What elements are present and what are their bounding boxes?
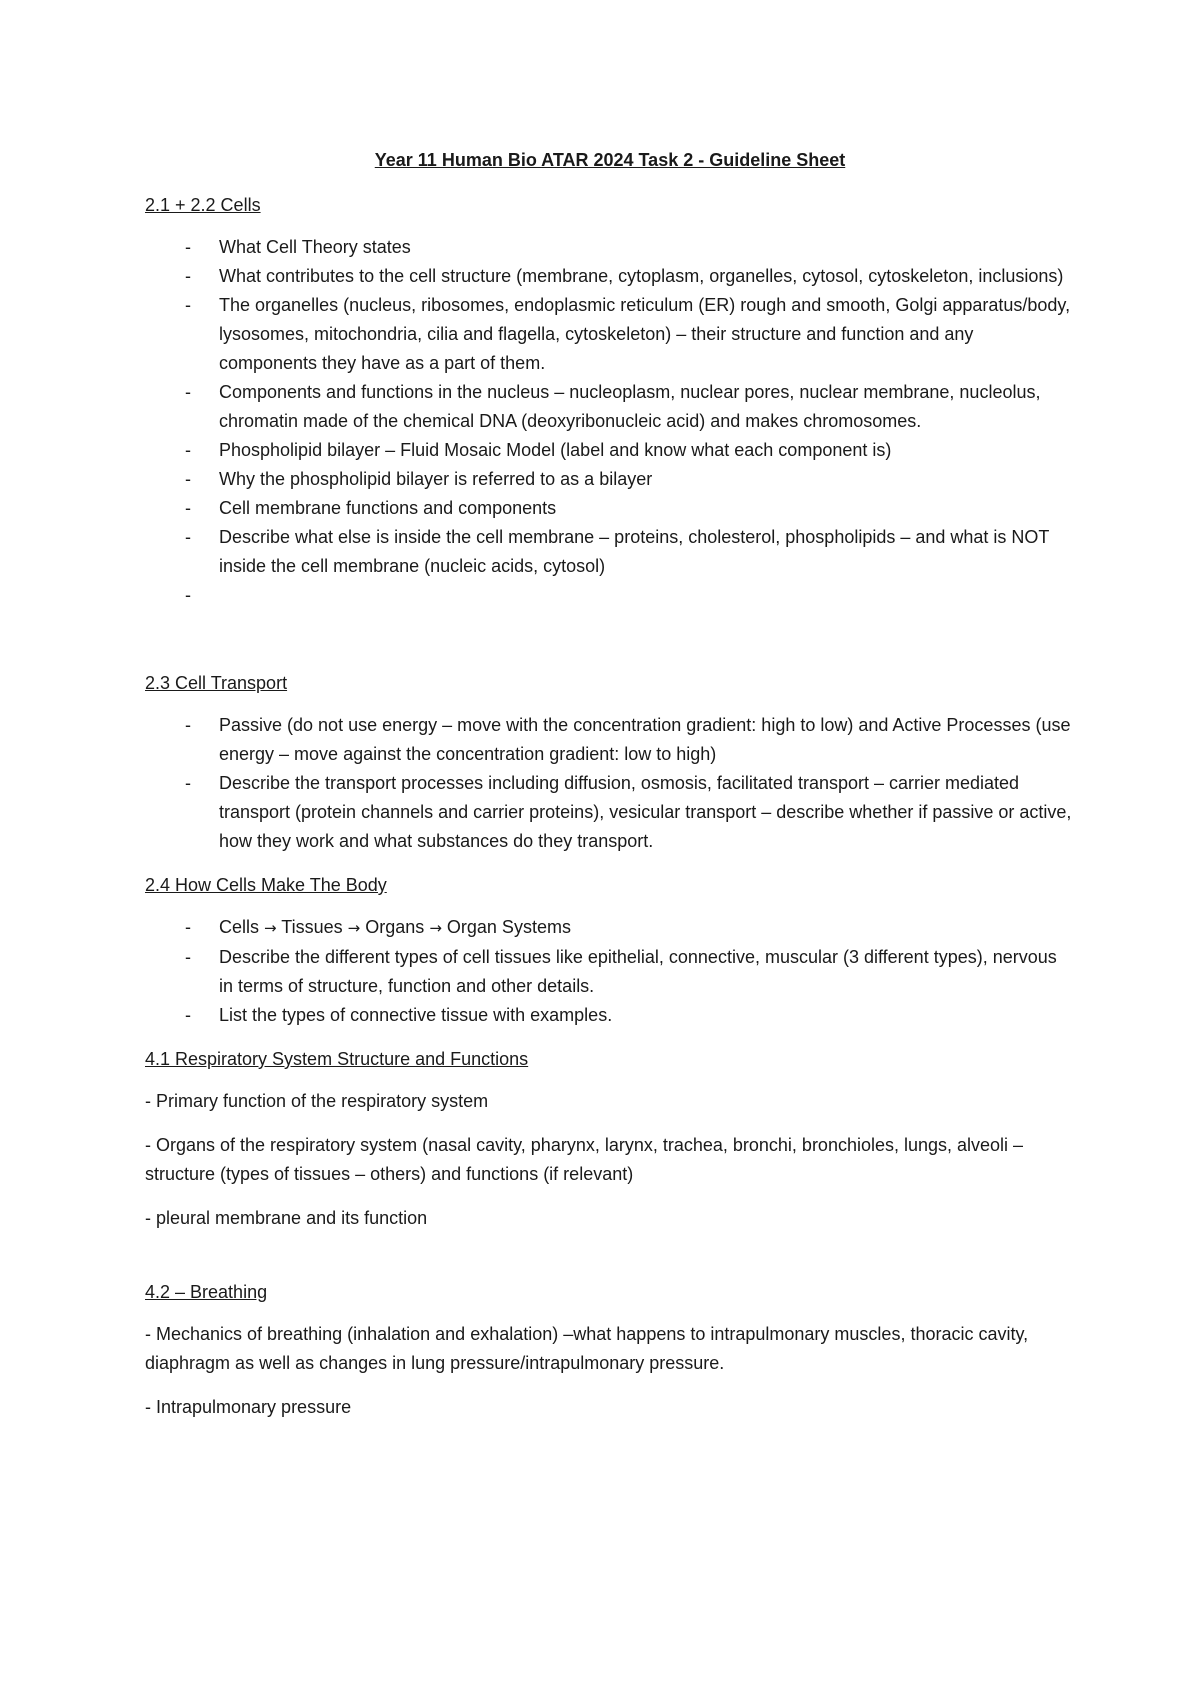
transport-list [145, 711, 1075, 856]
section-heading-cells: 2.1 + 2.2 Cells [145, 195, 261, 215]
list-item: - The organelles (nucleus, ribosomes, endoplasmic reticulum (ER) rough and smooth, Golgi apparatus/body, lysosomes, mitochondria, cilia and flagella, cytoskeleton) – their structure and function and any components they have as a part of them. [145, 291, 1075, 378]
paragraph: - pleural membrane and its function [145, 1208, 428, 1228]
list-item: - What Cell Theory states [145, 233, 1075, 262]
flow-cells: Cells [219, 917, 260, 937]
flow-tissues: Tissues [281, 917, 343, 937]
paragraph: - Primary function of the respiratory system [145, 1091, 489, 1111]
paragraph: - Intrapulmonary pressure [145, 1397, 352, 1417]
paragraph: - Mechanics of breathing (inhalation and exhalation) –what happens to intrapulmonary muscles, thoracic cavity, diaphragm as well as changes in lung pressure/intrapulmonary pressure. [145, 1324, 1029, 1373]
arrow-right-icon: → [264, 919, 277, 937]
body-list [145, 913, 1075, 1030]
document-content [145, 146, 1075, 1437]
list-item: - Describe what else is inside the cell membrane – proteins, cholesterol, phospholipids – and what is NOT inside the cell membrane (nucleic acids, cytosol) [145, 523, 1075, 581]
list-item-empty [145, 581, 1075, 610]
flow-list-item [145, 913, 1075, 943]
list-item: - List the types of connective tissue with examples. [145, 1001, 1075, 1030]
document-title: Year 11 Human Bio ATAR 2024 Task 2 - Guideline Sheet [374, 150, 846, 170]
arrow-right-icon: → [429, 919, 442, 937]
section-heading-respiratory: 4.1 Respiratory System Structure and Functions [145, 1049, 529, 1069]
list-item: - What contributes to the cell structure (membrane, cytoplasm, organelles, cytosol, cytoskeleton, inclusions) [145, 262, 1075, 291]
section-heading-breathing: 4.2 – Breathing [145, 1282, 268, 1302]
flow-organ-systems: Organ Systems [446, 917, 571, 937]
list-item: - Cell membrane functions and components [145, 494, 1075, 523]
list-item: - Components and functions in the nucleus – nucleoplasm, nuclear pores, nuclear membrane, nucleolus, chromatin made of the chemical DNA (deoxyribonucleic acid) and makes chromosomes. [145, 378, 1075, 436]
list-item: - Describe the different types of cell tissues like epithelial, connective, muscular (3 different types), nervous in terms of structure, function and other details. [145, 943, 1075, 1001]
section-heading-body: 2.4 How Cells Make The Body [145, 875, 387, 895]
arrow-right-icon: → [347, 919, 361, 937]
list-item: - Phospholipid bilayer – Fluid Mosaic Model (label and know what each component is) [145, 436, 1075, 465]
paragraph: - Organs of the respiratory system (nasal cavity, pharynx, larynx, trachea, bronchi, bronchioles, lungs, alveoli – structure (types of tissues – others) and functions (if relevant) [145, 1135, 1024, 1184]
list-item: - Passive (do not use energy – move with the concentration gradient: high to low) and Active Processes (use energy – move against the concentration gradient: low to high) [145, 711, 1075, 769]
section-heading-transport: 2.3 Cell Transport [145, 673, 288, 693]
list-item: - Describe the transport processes including diffusion, osmosis, facilitated transport – carrier mediated transport (protein channels and carrier proteins), vesicular transport – describe whether if passive or active, how they work and what substances do they transport. [145, 769, 1075, 856]
flow-organs: Organs [365, 917, 425, 937]
list-item: - Why the phospholipid bilayer is referred to as a bilayer [145, 465, 1075, 494]
cells-list [145, 233, 1075, 610]
